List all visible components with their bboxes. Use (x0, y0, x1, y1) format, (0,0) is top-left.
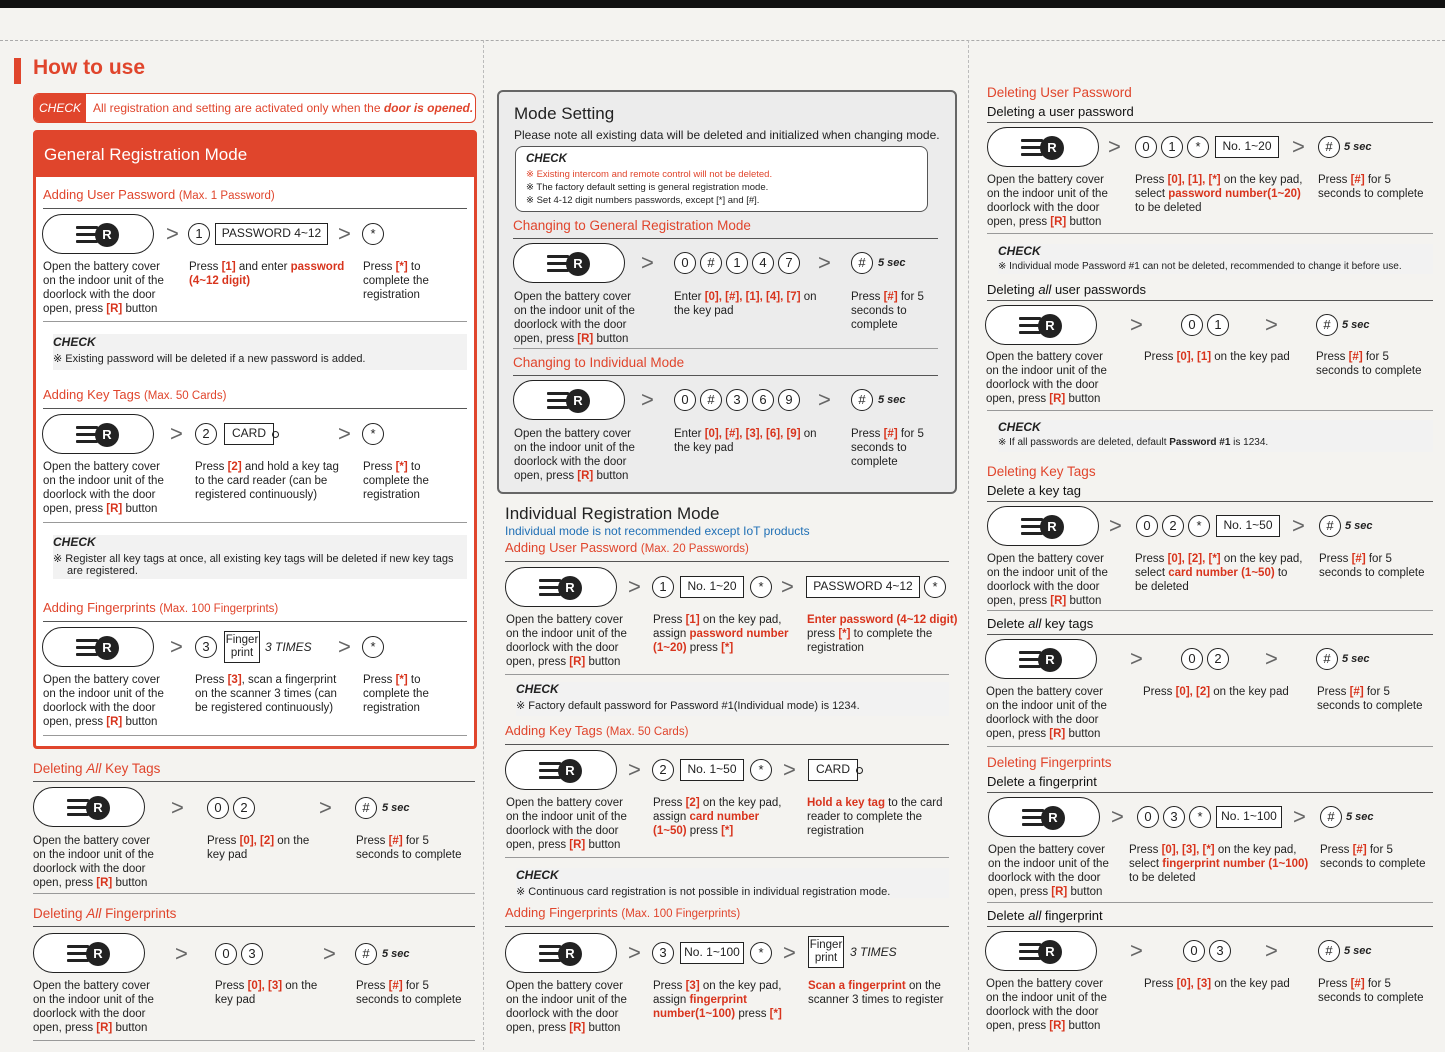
column-divider (968, 40, 969, 1050)
hash-key: # (700, 252, 722, 274)
step-hold-hash: Press [#] for 5 seconds to complete (851, 428, 924, 468)
divider (987, 410, 1433, 411)
step-hold-hash: Press [#] for 5 seconds to complete (356, 980, 462, 1006)
top-border (0, 0, 1445, 8)
arrow: > (1292, 134, 1305, 159)
key-2: 2 (233, 797, 255, 819)
divider (513, 238, 938, 239)
section-title: Adding Fingerprints (Max. 100 Fingerprints) (505, 905, 741, 920)
key-2: 2 (1207, 648, 1229, 670)
five-sec-label: 5 sec (878, 257, 906, 269)
r-button-graphic: R (513, 243, 625, 283)
section-title: Changing to Individual Mode (513, 355, 685, 370)
arrow: > (338, 421, 351, 446)
subsection-title: Deleting a user password (987, 104, 1134, 119)
step-assign-number: Press [1] on the key pad, assign password number (1~20) press [*] (653, 614, 789, 654)
r-button-graphic: R (42, 414, 154, 454)
r-button-graphic: R (985, 931, 1097, 971)
step-enter-password: Press [1] and enter password (4~12 digit) (189, 261, 345, 287)
key-0: 0 (1181, 648, 1203, 670)
arrow: > (1109, 513, 1122, 538)
step-complete: Press [*] to complete the registration (363, 674, 429, 714)
key-1: 1 (726, 252, 748, 274)
divider (987, 501, 1433, 502)
arrow: > (166, 221, 179, 246)
arrow: > (1292, 513, 1305, 538)
divider (33, 781, 475, 782)
arrow: > (1108, 134, 1121, 159)
star-key: * (750, 942, 772, 964)
arrow: > (783, 940, 796, 965)
arrow: > (338, 634, 351, 659)
key-2: 2 (652, 759, 674, 781)
star-key: * (1188, 515, 1210, 537)
five-sec-label: 5 sec (382, 948, 410, 960)
check-note: CHECK ※ Individual mode Password #1 can not be deleted, recommended to change it before use. (998, 244, 1433, 274)
step-select-number: Press [0], [2], [*] on the key pad, select card number (1~50) to be deleted (1135, 553, 1303, 593)
divider (505, 561, 949, 562)
step-open-cover: Open the battery cover on the indoor unit of the doorlock with the door open, press [R] button (43, 674, 164, 728)
step-keypad: Enter [0], [#], [1], [4], [7] on the key pad (674, 291, 817, 317)
divider (505, 926, 949, 927)
check-note: CHECK ※ If all passwords are deleted, default Password #1 is 1234. (998, 420, 1433, 452)
divider (43, 321, 467, 322)
step-hold-hash: Press [#] for 5 seconds to complete (1319, 553, 1425, 579)
general-mode-header: General Registration Mode (36, 133, 474, 177)
divider (43, 208, 467, 209)
number-box: No. 1~100 (1216, 806, 1282, 828)
step-keypad: Press [0], [1] on the key pad (1144, 351, 1290, 363)
key-9: 9 (778, 389, 800, 411)
divider (33, 926, 475, 927)
arrow: > (783, 757, 796, 782)
subsection-title: Delete all key tags (987, 616, 1094, 631)
step-open-cover: Open the battery cover on the indoor unit of the doorlock with the door open, press [R] button (986, 978, 1107, 1032)
step-open-cover: Open the battery cover on the indoor unit of the doorlock with the door open, press [R] button (506, 980, 627, 1034)
key-0: 0 (1135, 136, 1157, 158)
section-title: Deleting Fingerprints (987, 755, 1112, 770)
divider (43, 621, 467, 622)
arrow: > (641, 387, 654, 412)
key-0: 0 (215, 943, 237, 965)
key-3: 3 (1209, 940, 1231, 962)
column-divider (483, 40, 484, 1050)
divider (987, 792, 1433, 793)
divider (987, 300, 1433, 301)
hash-key: # (1316, 314, 1338, 336)
subsection-title: Delete a fingerprint (987, 774, 1097, 789)
key-3: 3 (241, 943, 263, 965)
step-scan-fingerprint: Scan a fingerprint on the scanner 3 times to register (808, 980, 944, 1006)
divider (505, 857, 949, 858)
divider (987, 746, 1433, 747)
individual-mode-title: Individual Registration Mode (505, 504, 720, 523)
key-3: 3 (195, 636, 217, 658)
arrow: > (1111, 804, 1124, 829)
r-button-graphic: R (513, 380, 625, 420)
hash-key: # (1318, 940, 1340, 962)
section-title: Adding Key Tags (Max. 50 Cards) (43, 387, 227, 402)
step-hold-hash: Press [#] for 5 seconds to complete (1316, 351, 1422, 377)
arrow: > (818, 387, 831, 412)
arrow: > (1130, 646, 1143, 671)
r-button-graphic: R (505, 933, 617, 973)
star-key: * (362, 423, 384, 445)
r-button-graphic: R (987, 127, 1099, 167)
star-key: * (362, 636, 384, 658)
arrow: > (641, 250, 654, 275)
step-open-cover: Open the battery cover on the indoor unit of the doorlock with the door open, press [R] button (987, 553, 1108, 607)
subsection-title: Delete all fingerprint (987, 908, 1103, 923)
key-6: 6 (752, 389, 774, 411)
fold-line (0, 40, 1445, 41)
section-title: Adding Key Tags (Max. 50 Cards) (505, 723, 689, 738)
divider (505, 674, 949, 675)
number-box: No. 1~50 (680, 759, 744, 781)
three-times-label: 3 TIMES (850, 945, 897, 959)
key-0: 0 (1137, 806, 1159, 828)
step-hold-hash: Press [#] for 5 seconds to complete (1318, 174, 1424, 200)
arrow: > (170, 634, 183, 659)
step-open-cover: Open the battery cover on the indoor unit of the doorlock with the door open, press [R] button (43, 461, 164, 515)
number-box: No. 1~50 (1216, 515, 1280, 537)
r-button-graphic: R (33, 933, 145, 973)
title-accent (14, 58, 21, 84)
arrow: > (1265, 938, 1278, 963)
key-4: 4 (752, 252, 774, 274)
hash-key: # (1319, 515, 1341, 537)
divider (987, 902, 1433, 903)
hash-key: # (851, 252, 873, 274)
step-open-cover: Open the battery cover on the indoor unit of the doorlock with the door open, press [R] button (514, 291, 635, 345)
divider (43, 522, 467, 523)
arrow: > (628, 940, 641, 965)
divider (987, 122, 1433, 123)
r-button-graphic: R (33, 787, 145, 827)
card-icon: CARD (808, 759, 858, 781)
check-note: CHECK ※ Factory default password for Password #1(Individual mode) is 1234. (516, 682, 949, 716)
key-1: 1 (188, 223, 210, 245)
step-hold-hash: Press [#] for 5 seconds to complete (356, 835, 462, 861)
step-complete: Press [*] to complete the registration (363, 461, 429, 501)
arrow: > (628, 574, 641, 599)
r-button-graphic: R (42, 214, 154, 254)
r-button-graphic: R (985, 639, 1097, 679)
hash-key: # (1318, 136, 1340, 158)
key-0: 0 (1183, 940, 1205, 962)
step-open-cover: Open the battery cover on the indoor unit of the doorlock with the door open, press [R] button (988, 844, 1109, 898)
step-assign-number: Press [3] on the key pad, assign fingerprint number(1~100) press [*] (653, 980, 782, 1020)
hash-key: # (1316, 648, 1338, 670)
check-banner (33, 93, 476, 123)
step-keypad: Press [0], [3] on the key pad (215, 980, 318, 1006)
mode-note: Please note all existing data will be deleted and initialized when changing mode. (514, 128, 940, 142)
check-note: CHECK ※ Existing password will be deleted if a new password is added. (53, 334, 467, 370)
arrow: > (1130, 312, 1143, 337)
password-box: PASSWORD 4~12 (806, 576, 920, 598)
step-keypad: Enter [0], [#], [3], [6], [9] on the key pad (674, 428, 817, 454)
hash-key: # (851, 389, 873, 411)
key-0: 0 (674, 252, 696, 274)
divider (513, 375, 938, 376)
divider (33, 893, 475, 894)
password-box: PASSWORD 4~12 (215, 223, 328, 245)
key-7: 7 (778, 252, 800, 274)
check-text: All registration and setting are activated only when the door is opened. (93, 101, 474, 115)
arrow: > (170, 421, 183, 446)
section-title: Deleting All Fingerprints (33, 906, 177, 921)
step-hold-hash: Press [#] for 5 seconds to complete (851, 291, 924, 331)
key-3: 3 (1163, 806, 1185, 828)
divider (43, 408, 467, 409)
key-0: 0 (207, 797, 229, 819)
star-key: * (750, 576, 772, 598)
r-button-graphic: R (42, 627, 154, 667)
key-0: 0 (674, 389, 696, 411)
divider (43, 735, 467, 736)
subsection-title: Delete a key tag (987, 483, 1081, 498)
check-note: CHECK ※ Continuous card registration is not possible in individual registration mode. (516, 868, 949, 898)
hash-key: # (1320, 806, 1342, 828)
step-open-cover: Open the battery cover on the indoor unit of the doorlock with the door open, press [R] button (506, 614, 627, 668)
card-icon: CARD (224, 423, 274, 445)
arrow: > (1265, 646, 1278, 671)
five-sec-label: 5 sec (1346, 811, 1374, 823)
arrow: > (628, 757, 641, 782)
key-2: 2 (1162, 515, 1184, 537)
divider (513, 348, 938, 349)
step-complete: Press [*] to complete the registration (363, 261, 429, 301)
step-select-number: Press [0], [3], [*] on the key pad, select fingerprint number (1~100) to be deleted (1129, 844, 1309, 884)
step-open-cover: Open the battery cover on the indoor unit of the doorlock with the door open, press [R] button (514, 428, 635, 482)
star-key: * (750, 759, 772, 781)
mode-check-notes: ※ Existing intercom and remote control will not be deleted. ※ The factory default setting is general registration mode. ※ Set 4-12 digit numbers passwords, except [*] and [#]. (526, 169, 773, 206)
five-sec-label: 5 sec (382, 802, 410, 814)
step-keypad: Press [0], [2] on the key pad (207, 835, 310, 861)
key-2: 2 (195, 423, 217, 445)
arrow: > (171, 795, 184, 820)
step-open-cover: Open the battery cover on the indoor unit of the doorlock with the door open, press [R] button (987, 174, 1108, 228)
fingerprint-scanner-icon: Finger print (224, 631, 260, 663)
step-open-cover: Open the battery cover on the indoor unit of the doorlock with the door open, press [R] button (986, 351, 1107, 405)
step-open-cover: Open the battery cover on the indoor unit of the doorlock with the door open, press [R] button (33, 835, 154, 889)
arrow: > (175, 941, 188, 966)
step-open-cover: Open the battery cover on the indoor unit of the doorlock with the door open, press [R] button (33, 980, 154, 1034)
star-key: * (1187, 136, 1209, 158)
r-button-graphic: R (505, 567, 617, 607)
subsection-title: Deleting all user passwords (987, 282, 1146, 297)
step-open-cover: Open the battery cover on the indoor unit of the doorlock with the door open, press [R] button (506, 797, 627, 851)
step-select-number: Press [0], [1], [*] on the key pad, select password number(1~20) to be deleted (1135, 174, 1303, 214)
section-title: Adding User Password (Max. 20 Passwords) (505, 540, 749, 555)
hash-key: # (355, 943, 377, 965)
number-box: No. 1~100 (680, 942, 744, 964)
arrow: > (1265, 312, 1278, 337)
section-title: Adding Fingerprints (Max. 100 Fingerprints) (43, 600, 279, 615)
step-hold-hash: Press [#] for 5 seconds to complete (1317, 686, 1423, 712)
step-open-cover: Open the battery cover on the indoor unit of the doorlock with the door open, press [R] button (43, 261, 164, 315)
arrow: > (338, 221, 351, 246)
check-label: CHECK (34, 94, 86, 122)
divider (987, 926, 1433, 927)
key-3: 3 (652, 942, 674, 964)
r-button-graphic: R (987, 506, 1099, 546)
key-1: 1 (1161, 136, 1183, 158)
step-scan-fingerprint: Press [3], scan a fingerprint on the scanner 3 times (can be registered continuously) (195, 674, 337, 714)
step-assign-number: Press [2] on the key pad, assign card number (1~50) press [*] (653, 797, 782, 837)
five-sec-label: 5 sec (1342, 653, 1370, 665)
step-hold-hash: Press [#] for 5 seconds to complete (1320, 844, 1426, 870)
star-key: * (362, 223, 384, 245)
hash-key: # (700, 389, 722, 411)
divider (987, 610, 1433, 611)
arrow: > (818, 250, 831, 275)
mode-setting-title: Mode Setting (514, 104, 615, 123)
divider (987, 634, 1433, 635)
section-title: Deleting User Password (987, 85, 1132, 100)
step-hold-tag: Press [2] and hold a key tag to the card reader (can be registered continuously) (195, 461, 339, 501)
divider (33, 1040, 475, 1041)
check-label: CHECK (526, 153, 567, 165)
page-title: How to use (33, 56, 146, 79)
arrow: > (781, 574, 794, 599)
key-1: 1 (1207, 314, 1229, 336)
three-times-label: 3 TIMES (265, 640, 312, 654)
check-note: CHECK ※ Register all key tags at once, all existing key tags will be deleted if new key tags are registered. (53, 535, 467, 579)
divider (987, 233, 1433, 234)
number-box: No. 1~20 (1215, 136, 1279, 158)
section-title: Adding User Password (Max. 1 Password) (43, 187, 275, 202)
number-box: No. 1~20 (680, 576, 744, 598)
divider (505, 744, 949, 745)
arrow: > (323, 941, 336, 966)
section-title: Changing to General Registration Mode (513, 218, 751, 233)
star-key: * (924, 576, 946, 598)
arrow: > (1130, 938, 1143, 963)
five-sec-label: 5 sec (1342, 319, 1370, 331)
step-hold-tag: Hold a key tag to the card reader to complete the registration (807, 797, 943, 837)
fingerprint-scanner-icon: Finger print (808, 936, 844, 968)
five-sec-label: 5 sec (878, 394, 906, 406)
arrow: > (319, 795, 332, 820)
section-title: Deleting All Key Tags (33, 761, 161, 776)
step-keypad: Press [0], [2] on the key pad (1143, 686, 1289, 698)
key-3: 3 (726, 389, 748, 411)
step-keypad: Press [0], [3] on the key pad (1144, 978, 1290, 990)
r-button-graphic: R (505, 750, 617, 790)
r-button-graphic: R (988, 797, 1100, 837)
five-sec-label: 5 sec (1344, 141, 1372, 153)
step-open-cover: Open the battery cover on the indoor unit of the doorlock with the door open, press [R] button (986, 686, 1107, 740)
key-0: 0 (1181, 314, 1203, 336)
r-button-graphic: R (985, 305, 1097, 345)
five-sec-label: 5 sec (1345, 520, 1373, 532)
hash-key: # (355, 797, 377, 819)
five-sec-label: 5 sec (1344, 945, 1372, 957)
key-1: 1 (652, 576, 674, 598)
key-0: 0 (1136, 515, 1158, 537)
section-title: Deleting Key Tags (987, 464, 1096, 479)
individual-mode-note: Individual mode is not recommended except IoT products (505, 524, 810, 538)
star-key: * (1189, 806, 1211, 828)
step-hold-hash: Press [#] for 5 seconds to complete (1318, 978, 1424, 1004)
arrow: > (1293, 804, 1306, 829)
step-enter-password: Enter password (4~12 digit) press [*] to complete the registration (807, 614, 958, 654)
